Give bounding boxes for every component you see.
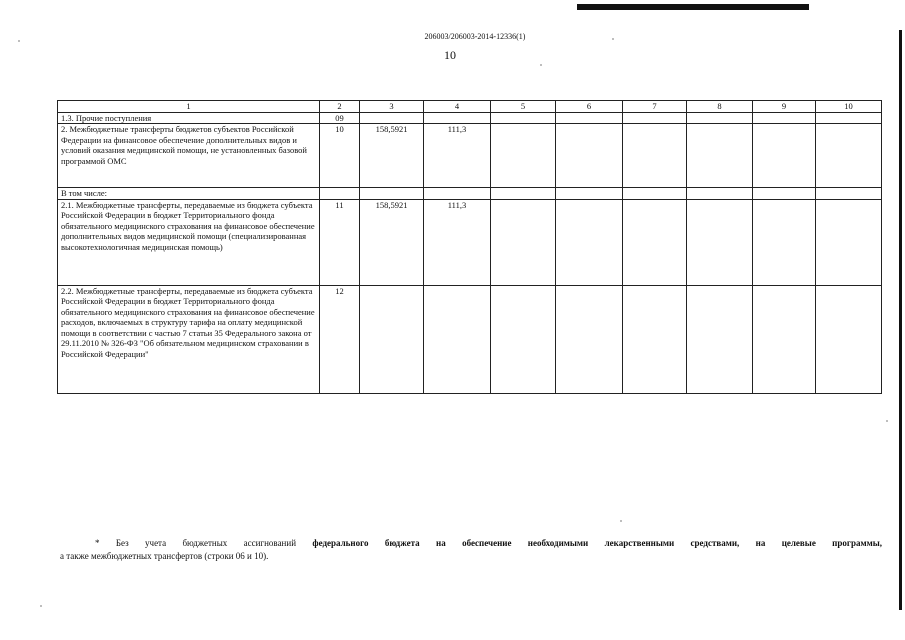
column-header: 1 — [58, 101, 320, 113]
scan-speck — [886, 420, 888, 422]
footnote-line-1 — [60, 538, 882, 548]
empty-cell — [491, 188, 556, 200]
empty-cell — [556, 285, 623, 393]
row-label: 2.1. Межбюджетные трансферты, передаваемые из бюджета субъекта Российской Федерации в бюджет Территориального фонда обязательного медицинского страхования на финансовое обеспечение дополнительных видов медицинской помощи (специализированная высокотехнологичная медицинская помощь) — [58, 199, 320, 285]
scan-speck — [18, 40, 20, 42]
row-code: 09 — [320, 112, 360, 124]
empty-cell — [687, 285, 753, 393]
row-value-col3: 158,5921 — [360, 124, 424, 188]
column-header: 5 — [491, 101, 556, 113]
document-id: 206003/206003-2014-12336(1) — [424, 32, 526, 41]
row-code — [320, 188, 360, 200]
empty-cell — [491, 285, 556, 393]
column-header: 7 — [623, 101, 687, 113]
empty-cell — [753, 112, 816, 124]
column-header: 3 — [360, 101, 424, 113]
empty-cell — [556, 188, 623, 200]
row-code: 10 — [320, 124, 360, 188]
empty-cell — [623, 188, 687, 200]
column-header: 9 — [753, 101, 816, 113]
page-number: 10 — [444, 48, 456, 62]
empty-cell — [816, 188, 882, 200]
row-label: 1.3. Прочие поступления — [58, 112, 320, 124]
empty-cell — [687, 112, 753, 124]
empty-cell — [753, 188, 816, 200]
empty-cell — [491, 112, 556, 124]
empty-cell — [556, 199, 623, 285]
scan-speck — [612, 38, 614, 40]
table-row — [58, 285, 882, 393]
table-row — [58, 188, 882, 200]
empty-cell — [753, 285, 816, 393]
scan-speck — [540, 64, 542, 66]
row-value-col4 — [424, 188, 491, 200]
row-label: 2. Межбюджетные трансферты бюджетов субъектов Российской Федерации на финансовое обеспечение дополнительных видов и условий оказания медицинской помощи, не установленных базовой программой ОМС — [58, 124, 320, 188]
empty-cell — [687, 124, 753, 188]
empty-cell — [753, 199, 816, 285]
empty-cell — [623, 112, 687, 124]
empty-cell — [556, 112, 623, 124]
empty-cell — [623, 199, 687, 285]
empty-cell — [816, 285, 882, 393]
row-value-col3: 158,5921 — [360, 199, 424, 285]
row-code: 12 — [320, 285, 360, 393]
row-label: 2.2. Межбюджетные трансферты, передаваемые из бюджета субъекта Российской Федерации в бюджет Территориального фонда обязательного медицинского страхования на финансовое обеспечение расходов, включаемых в структуру тарифа на оплату медицинской помощи в соответствии с частью 7 статьи 35 Федерального закона от 29.11.2010 № 326-ФЗ "Об обязательном медицинском страховании в Российской Федерации" — [58, 285, 320, 393]
row-value-col3 — [360, 112, 424, 124]
right-scan-edge — [899, 30, 902, 610]
empty-cell — [687, 188, 753, 200]
report-table — [57, 100, 882, 394]
empty-cell — [816, 112, 882, 124]
column-header: 4 — [424, 101, 491, 113]
empty-cell — [556, 124, 623, 188]
column-number-row — [58, 101, 882, 113]
row-value-col4: 111,3 — [424, 124, 491, 188]
row-value-col4 — [424, 285, 491, 393]
empty-cell — [491, 199, 556, 285]
empty-cell — [623, 124, 687, 188]
row-value-col3 — [360, 285, 424, 393]
column-header: 2 — [320, 101, 360, 113]
row-label: В том числе: — [58, 188, 320, 200]
footnote-text-bold: федерального бюджета на обеспечение необходимыми лекарственными средствами, на целевые программы, — [312, 538, 882, 548]
row-code: 11 — [320, 199, 360, 285]
table-row — [58, 199, 882, 285]
empty-cell — [816, 124, 882, 188]
scan-speck — [620, 520, 622, 522]
footnote-line-2: а также межбюджетных трансфертов (строки 06 и 10). — [60, 551, 269, 561]
column-header: 10 — [816, 101, 882, 113]
column-header: 6 — [556, 101, 623, 113]
footnote-text-regular: * Без учета бюджетных ассигнований — [95, 538, 313, 548]
empty-cell — [687, 199, 753, 285]
row-value-col4 — [424, 112, 491, 124]
empty-cell — [753, 124, 816, 188]
table-row — [58, 112, 882, 124]
empty-cell — [491, 124, 556, 188]
table-row — [58, 124, 882, 188]
empty-cell — [816, 199, 882, 285]
top-black-bar — [577, 4, 809, 10]
scan-speck — [40, 605, 42, 607]
empty-cell — [623, 285, 687, 393]
column-header: 8 — [687, 101, 753, 113]
row-value-col4: 111,3 — [424, 199, 491, 285]
row-value-col3 — [360, 188, 424, 200]
